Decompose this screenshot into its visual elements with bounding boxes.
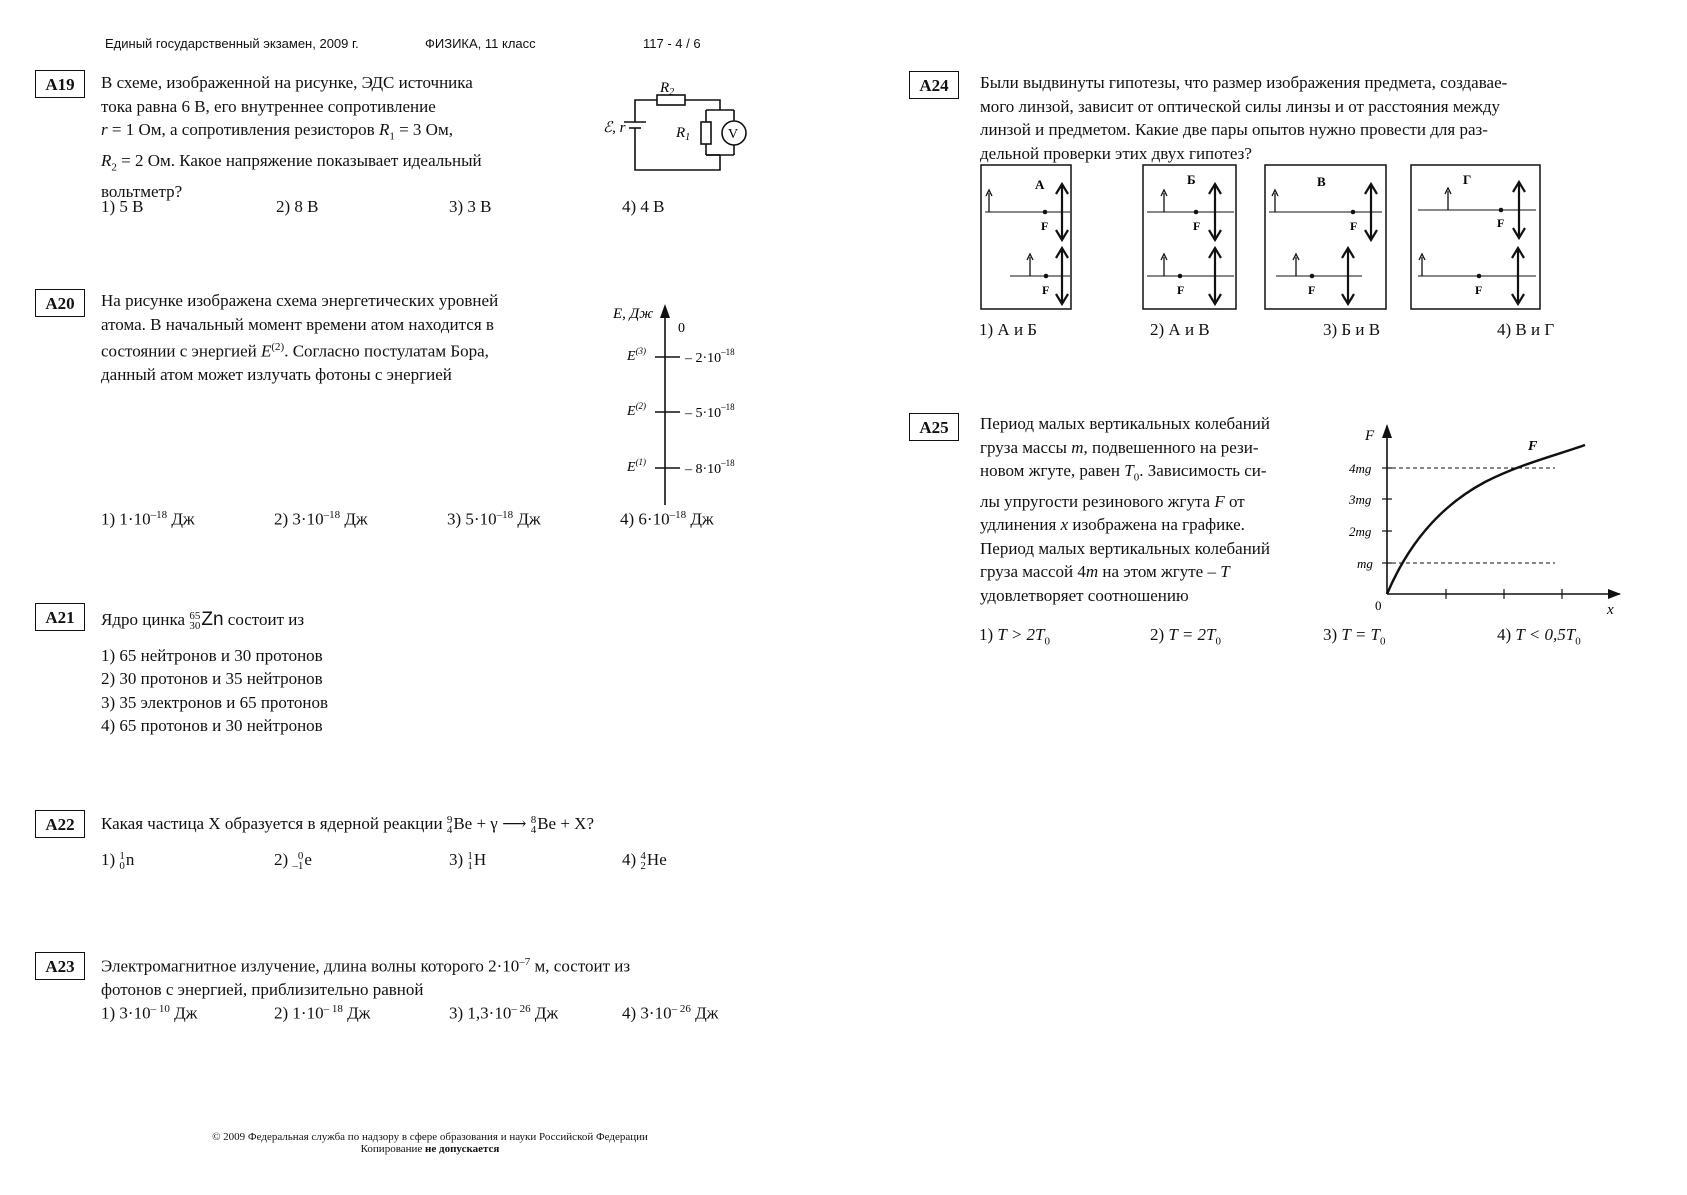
question-number-a23: А23: [35, 952, 85, 980]
question-number-a24: А24: [909, 71, 959, 99]
a25-line6: Период малых вертикальных колебаний: [980, 538, 1270, 558]
a24-line2: мого линзой, зависит от оптической силы линзы и от расстояния между: [980, 96, 1501, 116]
a24-panel-b-label: Б: [1187, 172, 1196, 187]
a20-level2-value: – $5\cdot 10^{-18}$: [685, 402, 735, 421]
question-number-a22: А22: [35, 810, 85, 838]
a20-level3-value: – $2\cdot 10^{-18}$: [685, 347, 735, 366]
a24-panel-g: [1410, 164, 1541, 310]
a20-line2: атома. В начальный момент времени атом находится в: [101, 314, 494, 334]
a19-line3: r = 1 Ом, а сопротивления резисторов $R_1 = 3$ Ом,: [101, 120, 453, 143]
a20-level2-name: $E^{(2)}$: [627, 401, 647, 419]
a22-answer-4[interactable]: 4) 4 2He: [622, 850, 667, 873]
a21-answer-4[interactable]: 4) 65 протонов и 30 нейтронов: [101, 716, 323, 735]
a25-line7: груза массой 4m на этом жгуте – T: [980, 562, 1230, 582]
a25-line1: Период малых вертикальных колебаний: [980, 414, 1270, 433]
question-number-a21: А21: [35, 603, 85, 631]
a20-level1-value: – $8\cdot 10^{-18}$: [685, 458, 735, 477]
a19-line5: вольтметр?: [101, 181, 183, 201]
footer-line2: Копирование не допускается: [360, 1143, 500, 1155]
a24-answer-4[interactable]: 4) В и Г: [1497, 320, 1555, 339]
a22-answer-1[interactable]: 1) 1 0n: [101, 850, 135, 873]
a20-line4: данный атом может излучать фотоны с энергией: [101, 365, 452, 385]
a23-answer-2[interactable]: 2) $1\cdot 10^{- 18}$ Дж: [274, 1003, 371, 1023]
a25-line8: удовлетворяет соотношению: [980, 585, 1189, 605]
reaction-arrow: ⟶: [502, 814, 527, 833]
svg-text:F: F: [1042, 283, 1050, 297]
question-text-a19: [101, 71, 585, 203]
question-text-a23: [101, 951, 761, 1002]
a24-panel-a-label: А: [1035, 177, 1045, 192]
question-text-a24: [980, 71, 1632, 165]
a24-panel-g-label: Г: [1463, 172, 1472, 187]
exam-title: Единый государственный экзамен, 2009 г.: [105, 36, 359, 51]
question-text-a21: Ядро цинка 65 30Zn состоит из: [101, 609, 305, 633]
a19-answer-3[interactable]: 3) 3 В: [449, 197, 492, 216]
question-text-a20: [101, 289, 589, 387]
a20-answer-1[interactable]: 1) $1\cdot 10^{-18}$ Дж: [101, 509, 195, 529]
svg-text:F: F: [1475, 283, 1483, 297]
a25-x-axis-label: x: [1607, 602, 1614, 618]
question-number-a25: А25: [909, 413, 959, 441]
a25-answer-3[interactable]: 3) $T = T_0$: [1323, 625, 1386, 648]
a19-circuit-diagram: [600, 80, 750, 180]
a20-answer-2[interactable]: 2) $3\cdot 10^{-18}$ Дж: [274, 509, 368, 529]
a21-answer-2[interactable]: 2) 30 протонов и 35 нейтронов: [101, 669, 323, 688]
a25-force-graph: [1345, 418, 1625, 618]
a21-answer-3[interactable]: 3) 35 электронов и 65 протонов: [101, 693, 329, 712]
a24-line4: дельной проверки этих двух гипотез?: [980, 143, 1252, 163]
a25-line4: лы упругости резинового жгута F от: [980, 491, 1245, 511]
question-text-a22: Какая частица X образуется в ядерной реакции 9 4Be + γ ⟶ 8 4Be + X?: [101, 814, 595, 837]
a22-answer-2[interactable]: 2) 0 –1e: [274, 850, 312, 873]
question-number-a20: А20: [35, 289, 85, 317]
a20-level1-name: $E^{(1)}$: [627, 457, 647, 475]
a25-y-tick-mg: mg: [1357, 556, 1373, 571]
a23-answer-1[interactable]: 1) $3\cdot 10^{- 10}$ Дж: [101, 1003, 198, 1023]
a24-panel-v: [1264, 164, 1387, 310]
a20-axis-label: E, Дж: [613, 306, 654, 322]
subject-title: ФИЗИКА, 11 класс: [425, 36, 536, 51]
copyright-footer: [100, 1131, 760, 1155]
a25-answer-4[interactable]: 4) $T < 0,5T_0$: [1497, 625, 1581, 648]
a23-answer-3[interactable]: 3) $1,3\cdot 10^{- 26}$ Дж: [449, 1003, 559, 1023]
a20-answer-4[interactable]: 4) $6\cdot 10^{-18}$ Дж: [620, 509, 714, 529]
a19-emf-label: ℰ, r: [603, 120, 626, 136]
a25-origin-label: 0: [1375, 598, 1382, 613]
svg-text:F: F: [1177, 283, 1185, 297]
a20-line1: На рисунке изображена схема энергетических уровней: [101, 291, 499, 310]
a24-answer-2[interactable]: 2) А и В: [1150, 320, 1210, 339]
a22-answer-3[interactable]: 3) 1 1H: [449, 850, 487, 873]
a25-line2: груза массы m, подвешенного на рези-: [980, 437, 1259, 457]
a24-line3: линзой и предметом. Какие две пары опытов нужно провести для раз-: [980, 120, 1488, 139]
a25-y-tick-2mg: 2mg: [1349, 524, 1372, 539]
svg-text:F: F: [1041, 219, 1049, 233]
a19-r2-label: $R_2$: [660, 80, 675, 98]
page-number: 117 - 4 / 6: [643, 36, 701, 51]
question-number-a19: А19: [35, 70, 85, 98]
a24-panel-a: [980, 164, 1072, 310]
a20-line3: состоянии с энергией $E^{(2)}$. Согласно постулатам Бора,: [101, 341, 489, 361]
a19-answer-1[interactable]: 1) 5 В: [101, 197, 144, 216]
a24-panel-b: [1142, 164, 1237, 310]
a25-line3: новом жгуте, равен $T_0$. Зависимость си-: [980, 461, 1267, 484]
a20-level3-name: $E^{(3)}$: [627, 346, 647, 364]
a19-voltmeter-label: V: [728, 127, 739, 142]
a25-y-axis-label: F: [1365, 428, 1375, 444]
a24-line1: Были выдвинуты гипотезы, что размер изображения предмета, создавае-: [980, 73, 1508, 92]
a20-zero-label: 0: [678, 321, 685, 336]
a25-y-tick-4mg: 4mg: [1349, 461, 1372, 476]
a23-line1: Электромагнитное излучение, длина волны которого $2\cdot 10^{-7}$ м, состоит из: [101, 956, 631, 976]
a25-y-tick-3mg: 3mg: [1349, 492, 1372, 507]
zn-nuclide-numbers: 65 30: [189, 610, 201, 633]
a19-line4: $R_2 = 2$ Ом. Какое напряжение показывает идеальный: [101, 150, 482, 174]
footer-line1: © 2009 Федеральная служба по надзору в сфере образования и науки Российской Федерации: [212, 1131, 648, 1143]
a25-curve-label: F: [1528, 439, 1538, 454]
a25-answer-1[interactable]: 1) $T > 2T_0$: [979, 625, 1050, 648]
a25-answer-2[interactable]: 2) $T = 2T_0$: [1150, 625, 1221, 648]
a19-answer-4[interactable]: 4) 4 В: [622, 197, 665, 216]
a19-answer-2[interactable]: 2) 8 В: [276, 197, 319, 216]
svg-text:F: F: [1308, 283, 1316, 297]
a24-panel-v-label: В: [1317, 174, 1326, 189]
a24-answer-3[interactable]: 3) Б и В: [1323, 320, 1381, 339]
question-text-a25: [980, 412, 1335, 607]
a20-answer-3[interactable]: 3) $5\cdot 10^{-18}$ Дж: [447, 509, 541, 529]
a21-answer-1[interactable]: 1) 65 нейтронов и 30 протонов: [101, 646, 323, 665]
a20-energy-level-diagram: [605, 300, 755, 510]
a23-line2: фотонов с энергией, приблизительно равной: [101, 980, 424, 1000]
a19-line2: тока равна 6 В, его внутреннее сопротивление: [101, 96, 436, 116]
a25-line5: удлинения x изображена на графике.: [980, 515, 1245, 535]
svg-text:F: F: [1350, 219, 1358, 233]
svg-text:F: F: [1497, 216, 1505, 230]
a19-line1: В схеме, изображенной на рисунке, ЭДС источника: [101, 73, 473, 92]
a24-answer-1[interactable]: 1) А и Б: [979, 320, 1038, 339]
a19-r1-label: $R_1$: [676, 125, 691, 143]
a23-answer-4[interactable]: 4) $3\cdot 10^{- 26}$ Дж: [622, 1003, 719, 1023]
svg-text:F: F: [1193, 219, 1201, 233]
